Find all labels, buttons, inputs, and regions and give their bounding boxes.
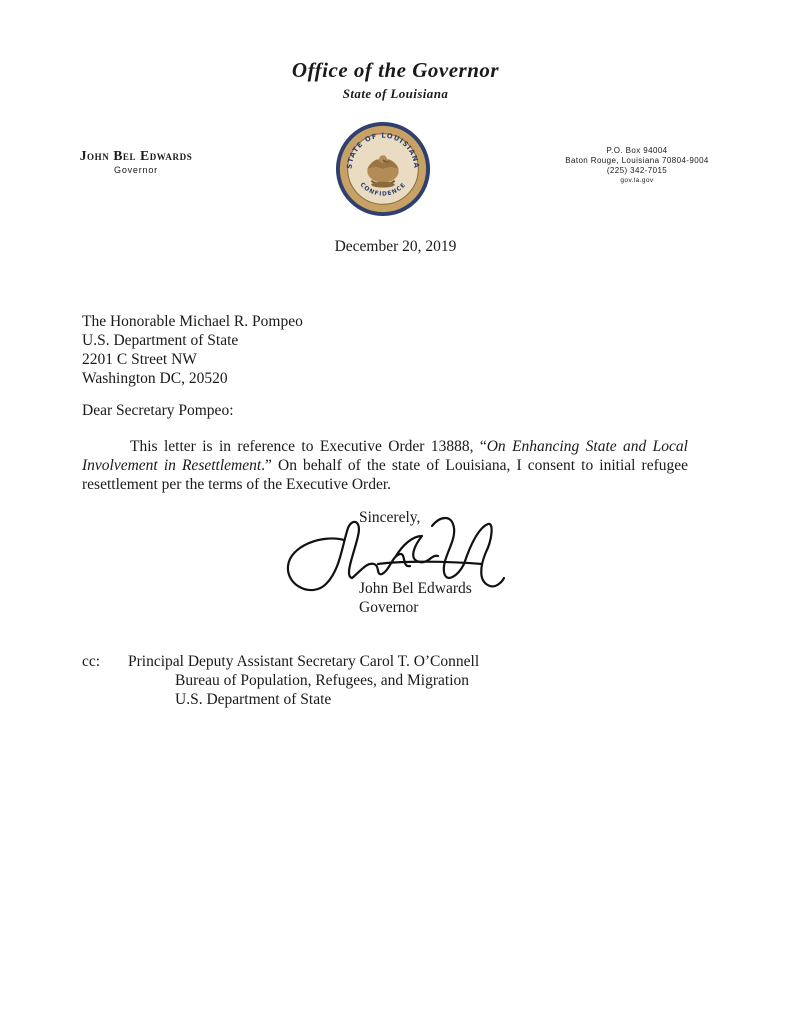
state-seal-icon: [334, 120, 432, 218]
seal-top-text: STATE OF LOUISIANA: [345, 131, 421, 170]
signer-name: John Bel Edwards: [359, 580, 472, 597]
address-website: gov.la.gov: [620, 177, 654, 184]
cc-recipient-name: Principal Deputy Assistant Secretary Carol T. O’Connell: [128, 653, 480, 670]
recipient-name: The Honorable Michael R. Pompeo: [82, 313, 303, 330]
governor-name: John Bel Edwards: [79, 148, 193, 163]
salutation: Dear Secretary Pompeo:: [82, 402, 234, 419]
recipient-street: 2201 C Street NW: [82, 351, 197, 368]
address-city: Baton Rouge, Louisiana 70804-9004: [565, 156, 709, 165]
body-text-start: This letter is in reference to Executive Order 13888, “: [130, 438, 487, 455]
recipient-department: U.S. Department of State: [82, 332, 239, 349]
letter-date: December 20, 2019: [334, 238, 457, 255]
cc-recipient-bureau: Bureau of Population, Refugees, and Migration: [175, 672, 470, 689]
cc-recipient-department: U.S. Department of State: [175, 691, 332, 708]
recipient-city: Washington DC, 20520: [82, 370, 228, 387]
body-text-end: .” On behalf of the state of Louisiana, I consent to initial refugee resettlement per the terms of the Executive Order.: [82, 457, 689, 493]
executive-order-title: On Enhancing State and Local Involvement in Resettlement: [82, 438, 688, 474]
seal-bottom-text: CONFIDENCE: [358, 181, 408, 198]
body-paragraph: [82, 437, 688, 494]
address-po-box: P.O. Box 94004: [606, 146, 668, 155]
governor-title: Governor: [114, 165, 158, 175]
cc-label: cc:: [82, 653, 101, 670]
address-phone: (225) 342-7015: [606, 166, 668, 175]
state-name: State of Louisiana: [342, 86, 449, 101]
signer-title: Governor: [359, 599, 419, 616]
office-title: Office of the Governor: [291, 58, 500, 82]
closing: Sincerely,: [359, 509, 421, 526]
